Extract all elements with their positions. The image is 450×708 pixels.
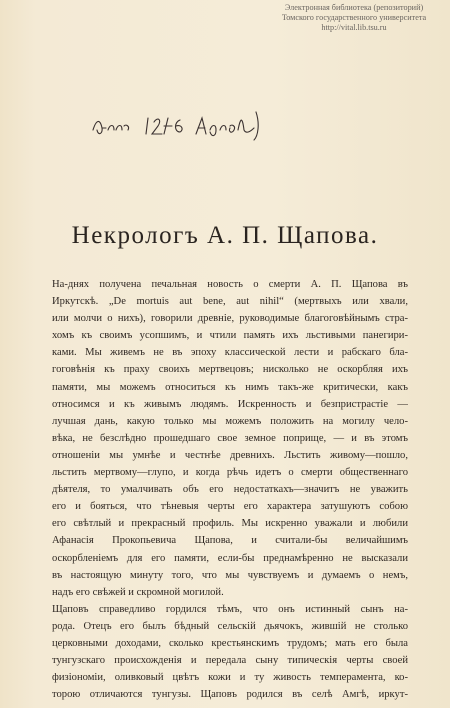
text-line: ками. Мы живемъ не въ эпоху классической лести и рабскаго бла- (52, 347, 408, 359)
text-line: Афанасія Прокопьевича Щапова, и считали-бы величайшимъ (52, 535, 408, 547)
text-line: лучшая дань, какую только мы можемъ положить на могилу чело- (52, 415, 408, 427)
text-line: его свѣтлый и прекрасный профиль. Мы искренно уважали и любили (52, 518, 408, 530)
text-line: его и бояться, что тѣневыя черты его характера затушуютъ собою (52, 501, 408, 513)
article-body (52, 276, 408, 703)
text-line: оскорбленіемъ для его памяти, если-бы преднамѣренно не высказали (52, 552, 408, 564)
text-line: На-днях получена печальная новость о смерти А. П. Щапова въ (52, 279, 408, 290)
text-line: физіономіи, оливковый цвѣтъ кожи и ту живость темперамента, ко- (52, 672, 408, 684)
paragraph-1 (52, 276, 408, 601)
library-stamp (264, 3, 444, 33)
text-line: Иркутскѣ. „De mortuis aut bene, aut nihil“ (мертвыхъ или хвали, (52, 296, 408, 308)
text-line: относимся и къ живымъ людямъ. Искренность и безпристрастіе — (52, 398, 408, 410)
handwritten-signature-icon (88, 104, 278, 144)
page-title: Некрологъ А. П. Щапова. (71, 221, 379, 249)
text-line: памяти, мы можемъ относиться къ нимъ такъ-же критически, какъ (52, 381, 408, 393)
text-line: хомъ къ своимъ усопшимъ, и чтили память ихъ льстивыми панегири- (52, 330, 408, 342)
text-line: тунгузскаго происхожденія и передала сыну типическія черты своей (52, 655, 408, 667)
text-line: отношеніи мы умнѣе и честнѣе древнихъ. Льстить живому—пошло, (52, 449, 408, 461)
paragraph-2 (52, 601, 408, 704)
text-line: дѣятеля, то умалчивать объ его недостаткахъ—значитъ не уважить (52, 484, 408, 496)
text-line: льстить мертвому—глупо, и когда рѣчь идетъ о смерти общественнаго (52, 467, 408, 479)
handwritten-note (88, 104, 278, 144)
text-line: Щаповъ справедливо гордился тѣмъ, что онъ истинный сынъ на- (52, 603, 408, 615)
stamp-line-library: Электронная библиотека (репозиторий) (284, 3, 424, 12)
text-line: надъ его свѣжей и скромной могилой. (52, 586, 224, 598)
text-line: или молчи о нихъ), говорили древніе, руководимые благоговѣйнымъ стра- (52, 313, 408, 325)
text-line: вѣка, не безслѣдно прошедшаго свое земное поприще, — и въ этомъ (52, 432, 408, 444)
text-line: торою отличаются тунгузы. Щаповъ родился въ селѣ Амгѣ, иркут- (52, 689, 408, 701)
text-line: гоговѣнія къ праху своихъ мертвецовъ; нисколько не оскорбляя ихъ (52, 364, 408, 376)
stamp-line-url: http://vital.lib.tsu.ru (321, 23, 387, 32)
text-line: рода. Отецъ его былъ бѣдный сельскій дьячокъ, жившій не столько (52, 620, 408, 632)
text-line: въ настоящую минуту того, что мы чувствуемъ и думаемъ о немъ, (52, 569, 408, 581)
text-line: церковными доходами, сколько крестьянскимъ трудомъ; мать его была (52, 637, 408, 649)
stamp-line-university: Томского государственного университета (281, 13, 427, 22)
